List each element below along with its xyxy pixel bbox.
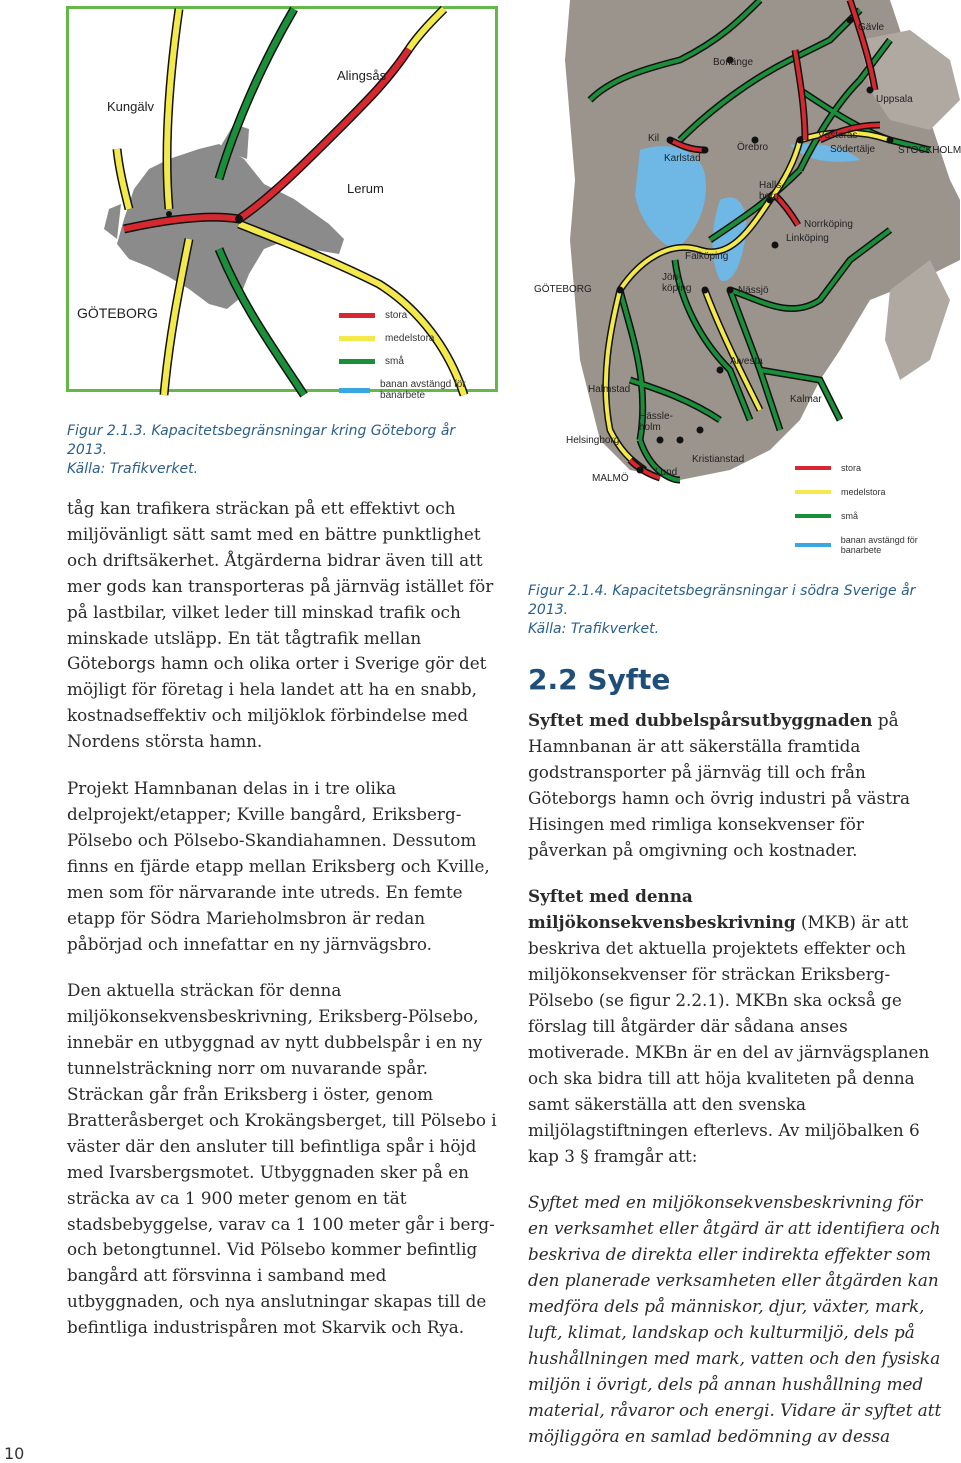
goteborg-capacity-map [66, 6, 498, 401]
label-kil: Kil [648, 133, 660, 144]
figure-caption-2-1-3 [67, 422, 487, 479]
paragraph-purpose-2 [528, 884, 948, 1169]
label-sodertalje: Södertälje [830, 144, 876, 155]
legend2-swatch-banarbete [795, 543, 831, 547]
paragraph: Den aktuella sträckan för denna miljökonsekvensbeskrivning, Eriksberg-Pölsebo, innebär en utbyggnad av nytt dubbelspår i en ny tunnelsträckning norr om nuvarande spår. Sträckan går från Eriksberg i öster, genom Bratteråsberget och Krokängsberget, till Pölsebo i väster där den ansluter till befintliga spår i höjd med Ivarsbergsmotet. Utbyggnaden sker på en sträcka av ca 1 900 meter genom en tät stadsbebyggelse, varav ca 1 100 meter går i berg- och betongtunnel. Vid Pölsebo kommer befintlig bangård att försvinna i samband med utbyggnaden, och nya anslutningar skapas till de befintliga industrispåren mot Skarvik och Rya. [67, 980, 497, 1338]
legend-swatch-medelstora [339, 336, 375, 341]
legend-label: banan avstängd för banarbete [380, 379, 466, 401]
legend-item-stora [339, 310, 407, 321]
sweden-capacity-map [530, 0, 960, 500]
label-linkoping: Linköping [786, 233, 829, 244]
label-nassjo: Nässjö [738, 285, 769, 296]
label-alingsas: Alingsås [337, 68, 387, 83]
goteborg-map-graphic [69, 9, 501, 395]
label-hallsberg: Halls- berg [759, 180, 785, 202]
left-column [67, 496, 499, 1341]
legend2-swatch-sma [795, 514, 831, 518]
legend2-label: medelstora [841, 487, 886, 497]
legend2-item-stora [795, 463, 861, 473]
legend2-label: stora [841, 463, 862, 473]
paragraph: Projekt Hamnbanan delas in i tre olika delprojekt/etapper; Kville bangård, Eriksberg-Pölsebo och Pölsebo-Skandiahamnen. Dessutom finns en fjärde etapp mellan Eriksberg och Kville, men som för närvarande inte utreds. En femte etapp för Södra Marieholmsbron är redan påbörjad och innefattar en ny järnvägsbro. [67, 778, 490, 954]
legend-swatch-sma [339, 359, 375, 364]
legend2-item-sma [795, 511, 858, 521]
legend2-swatch-medelstora [795, 490, 831, 494]
label-borlange: Borlänge [713, 57, 754, 68]
label-lerum: Lerum [347, 181, 384, 196]
label-gavle: Gävle [858, 22, 885, 33]
legend-swatch-banarbete [339, 388, 370, 393]
label-stockholm: STOCKHOLM [898, 145, 961, 156]
label-kalmar: Kalmar [790, 394, 822, 405]
label-falkoping: Falköping [685, 251, 729, 262]
paragraph-body: (MKB) är att beskriva det aktuella projektets effekter och miljökonsekvenser för sträckan Eriksberg-Pölsebo (se figur 2.2.1). MKBn ska också ge förslag till åtgärder där sådana anses motiverade. MKBn är en del av järnvägsplanen och ska bidra till att höja kvaliteten på denna samt säkerställa att den svenska miljölagstiftningen efterlevs. Av miljöbalken 6 kap 3 § framgår att: [528, 912, 930, 1166]
legend2-label: små [841, 511, 859, 521]
sweden-map-graphic [530, 0, 960, 500]
legend2-swatch-stora [795, 466, 831, 470]
paragraph: tåg kan trafikera sträckan på ett effektivt och miljövänligt sätt samt med en bättre punktlighet och driftsäkerhet. Åtgärderna bidrar även till att mer gods kan transporteras på järnväg istället för på lastbilar, vilket leder till minskad trafik och minskade utsläpp. En tät tågtrafik mellan Göteborgs hamn och olika orter i Sverige gör det möjligt för företag i hela landet att ha en snabb, kostnadseffektiv och miljöklok förbindelse med Nordens största hamn. [67, 498, 494, 752]
label-vasteras: Västerås [818, 130, 858, 141]
legend-label: stora [385, 310, 408, 321]
label-alvesta: Alvesta [730, 356, 763, 367]
legend-label: små [385, 356, 404, 367]
label-jonkoping: Jön- köping [662, 272, 692, 294]
legend-item-medelstora [339, 333, 434, 344]
paragraph-lead: Syftet med denna miljökonsekvensbeskrivning [528, 886, 796, 933]
legend-item-banarbete [339, 379, 495, 401]
label-norrkoping: Norrköping [804, 219, 853, 230]
legend-item-sma [339, 356, 404, 367]
label-kungalv: Kungälv [107, 99, 154, 114]
right-column [528, 708, 948, 1449]
caption-line: Figur 2.1.3. Kapacitetsbegränsningar kring Göteborg år 2013. [67, 423, 456, 458]
caption-source: Källa: Trafikverket. [67, 461, 199, 477]
law-quote: Syftet med en miljökonsekvensbeskrivning för en verksamhet eller åtgärd är att identifiera och beskriva de direkta eller indirekta effekter som den planerade verksamheten eller åtgärden kan medföra dels på människor, djur, växter, mark, luft, klimat, landskap och kulturmiljö, dels på hushållningen med mark, vatten och den fysiska miljön i övrigt, dels på annan hushållning med material, råvaror och energi. Vidare är syftet att möjliggöra en samlad bedömning av dessa [528, 1192, 942, 1446]
label-karlstad: Karlstad [664, 153, 701, 164]
label-kristianstad: Kristianstad [692, 454, 745, 465]
legend2-item-banarbete [795, 535, 960, 555]
label-goteborg: GÖTEBORG [77, 305, 158, 321]
label-halmstad: Halmstad [588, 384, 631, 395]
legend-label: medelstora [385, 333, 435, 344]
paragraph-body: på Hamnbanan är att säkerställa framtida godstransporter på järnväg till och från Göteborgs hamn och övrig industri på västra Hisingen med rimliga konsekvenser för påverkan på omgivning och kostnader. [528, 710, 911, 860]
caption-source: Källa: Trafikverket. [528, 621, 660, 637]
label-hassleholm: Hässle- holm [639, 411, 673, 433]
label-orebro: Örebro [737, 142, 769, 153]
legend2-label: banan avstängd för banarbete [840, 535, 918, 555]
label-helsingborg: Helsingborg [566, 435, 620, 446]
legend2-item-medelstora [795, 487, 886, 497]
legend-swatch-stora [339, 313, 375, 318]
label-uppsala: Uppsala [876, 94, 913, 105]
page-number: 10 [4, 1444, 25, 1463]
paragraph-purpose-1 [528, 708, 948, 863]
label-lund: Lund [655, 467, 678, 478]
figure-caption-2-1-4 [528, 582, 948, 639]
paragraph-lead: Syftet med dubbelspårsutbyggnaden [528, 710, 873, 730]
label-goteborg-map2: GÖTEBORG [534, 284, 592, 295]
section-heading: 2.2 Syfte [528, 663, 671, 696]
caption-line: Figur 2.1.4. Kapacitetsbegränsningar i södra Sverige år 2013. [528, 583, 916, 618]
label-malmo: MALMÖ [592, 473, 629, 484]
